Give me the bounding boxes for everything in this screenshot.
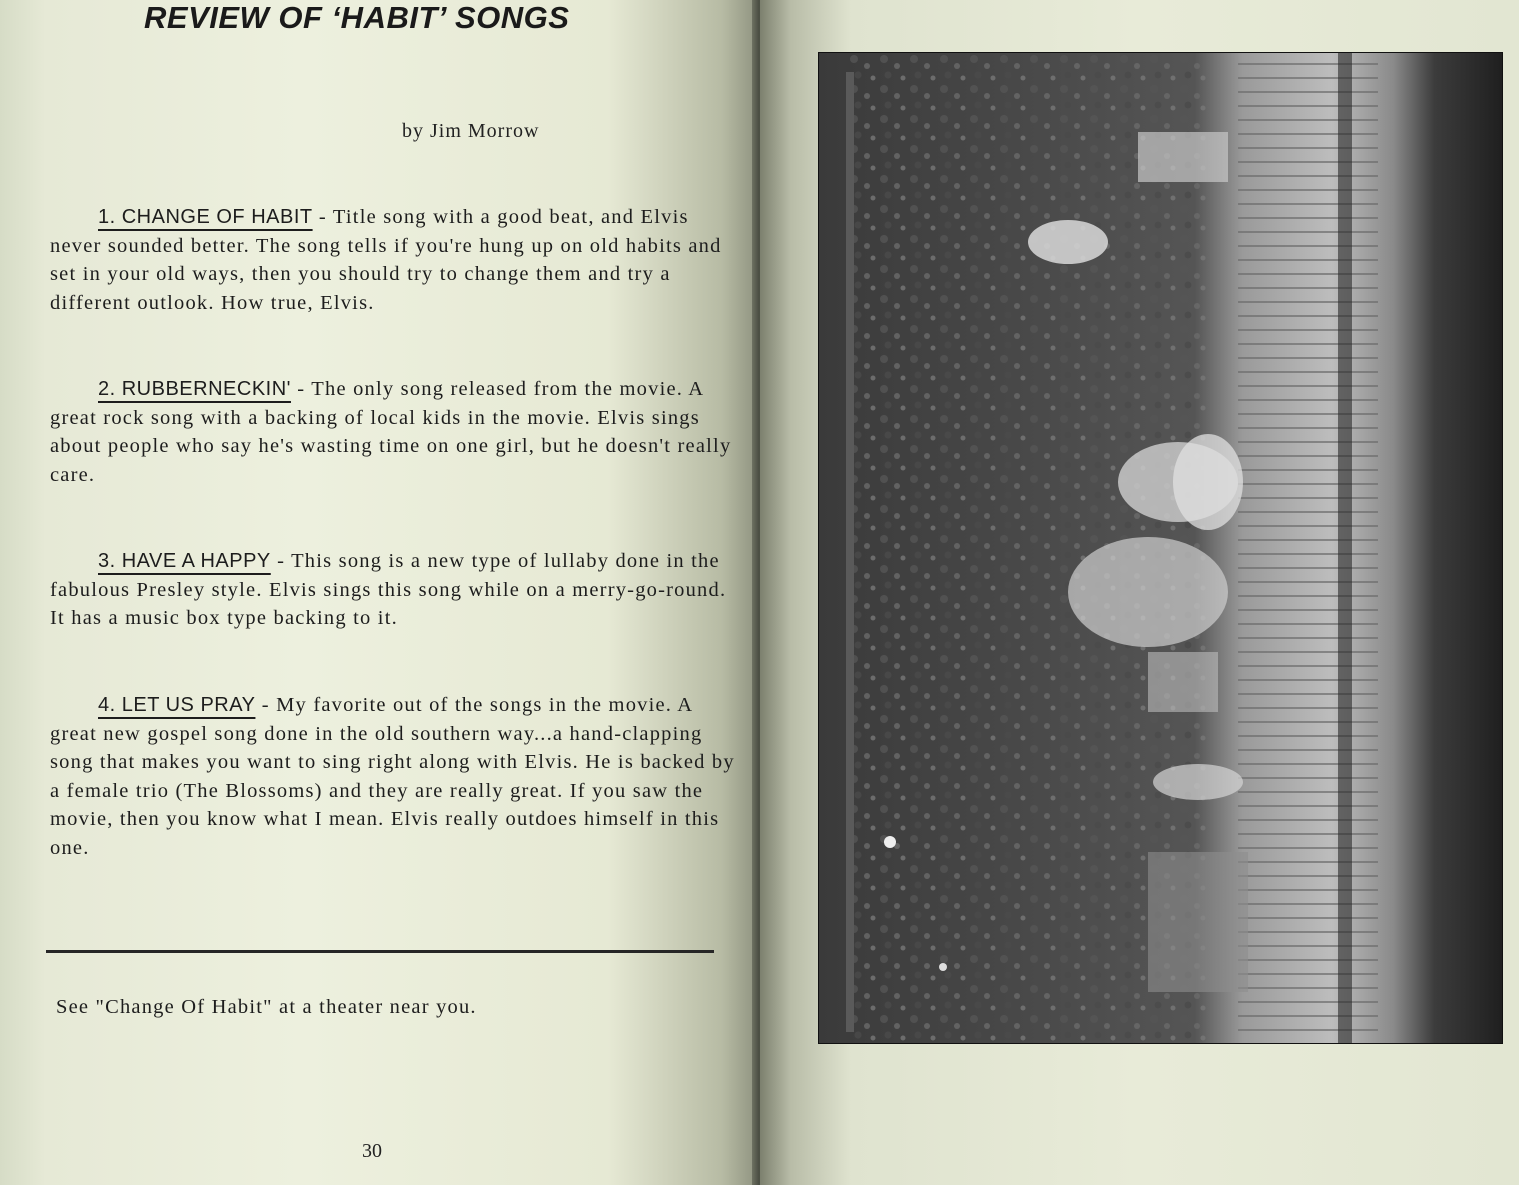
divider-rule	[46, 950, 714, 953]
song-description: - Title song with a good beat, and Elvis never sounded better. The song tells if you're hung up on old habits and set in your old ways, then you should try to change them and try a different outlook. How true, Elvis.	[50, 206, 722, 314]
song-description: - The only song released from the movie. A great rock song with a backing of local kids in the movie. Elvis sings about people who say he's wasting time on one girl, but he doesn't really care.	[50, 378, 732, 486]
song-review-1	[50, 203, 740, 317]
byline: by Jim Morrow	[402, 120, 540, 142]
page-number: 30	[362, 1140, 382, 1162]
page-title: REVIEW OF ‘HABIT’ SONGS	[144, 0, 570, 35]
song-title: 4. LET US PRAY	[98, 694, 256, 716]
song-title: 2. RUBBERNECKIN'	[98, 378, 291, 400]
song-review-4	[50, 691, 740, 862]
footer-note: See "Change Of Habit" at a theater near you.	[56, 996, 477, 1018]
song-title: 3. HAVE A HAPPY	[98, 550, 271, 572]
song-review-3	[50, 547, 740, 633]
song-title: 1. CHANGE OF HABIT	[98, 206, 313, 228]
photo-image	[818, 52, 1503, 1044]
film-still-photo	[818, 52, 1503, 1044]
song-review-2	[50, 375, 740, 489]
song-description: - My favorite out of the songs in the movie. A great new gospel song done in the old southern way...a hand-clapping song that makes you want to sing right along with Elvis. He is backed by a female trio (The Blossoms) and they are really great. If you saw the movie, then you know what I mean. Elvis really outdoes himself in this one.	[50, 694, 735, 859]
song-description: - This song is a new type of lullaby done in the fabulous Presley style. Elvis sings this song while on a merry-go-round. It has a music box type backing to it.	[50, 550, 727, 629]
